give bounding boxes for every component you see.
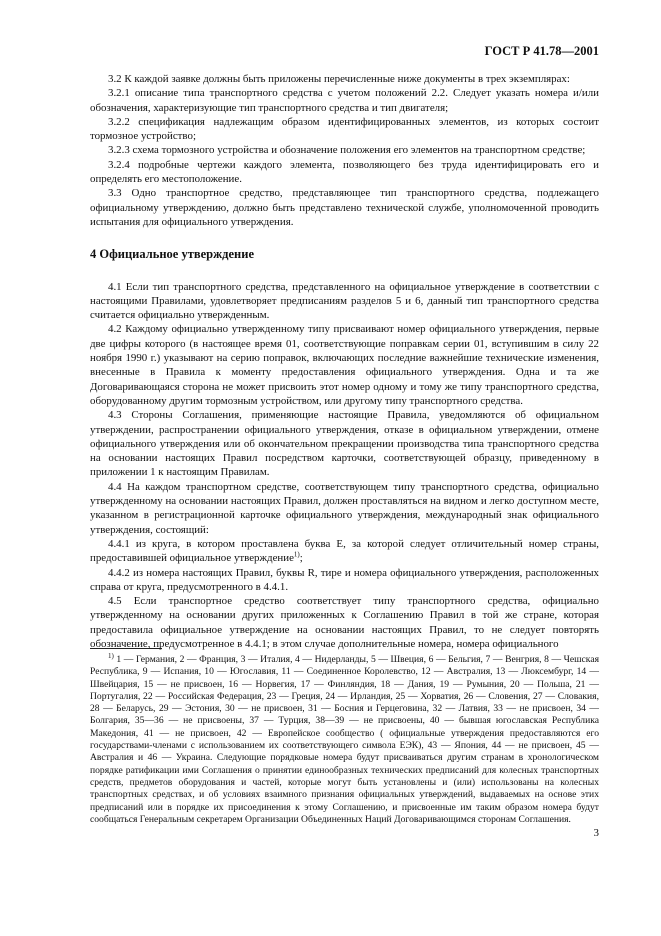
paragraph-4-1: 4.1 Если тип транспортного средства, представленного на официальное утверждение в соответствии с настоящими Правилами, удовлетворяет предписаниям разделов 5 и 6, данный тип транспортного средства считается официально утвержденным. — [90, 280, 599, 322]
section-4-heading: 4 Официальное утверждение — [90, 247, 254, 262]
paragraph-3-2-3: 3.2.3 схема тормозного устройства и обозначение положения его элементов на транспортном средстве; — [108, 144, 586, 157]
page-number: 3 — [593, 827, 599, 839]
paragraph-4-3: 4.3 Стороны Соглашения, применяющие настоящие Правила, уведомляются об официальном утверждении, распространении официального утверждения, отказе в официальном утверждении, отмене официального утверждения или об окончательном прекращении производства типа транспортного средства на основании настоящих Правил посредством карточки, соответствующей образцу, приведенному в приложении 1 к настоящим Правилам. — [90, 409, 599, 479]
footnote — [90, 651, 599, 826]
paragraph-3-2-1: 3.2.1 описание типа транспортного средства с учетом положений 2.2. Следует указать номера и/или обозначения, характеризующие тип транспортного средства и тип двигателя; — [90, 87, 599, 114]
paragraph-3-3: 3.3 Одно транспортное средство, представляющее тип транспортного средства, подлежащего официальному утверждению, должно быть представлено технической службе, уполномоченной проводить испытания для официального утверждения. — [90, 187, 599, 228]
document-body — [90, 72, 599, 651]
paragraph-3-2: 3.2 К каждой заявке должны быть приложены перечисленные ниже документы в трех экземплярах: — [108, 73, 570, 85]
footnote-separator — [90, 648, 162, 649]
document-code-header: ГОСТ Р 41.78—2001 — [484, 44, 599, 58]
paragraph-4-4-2: 4.4.2 из номера настоящих Правил, буквы R, тире и номера официального утверждения, расположенных справа от круга, предусмотренного в 4.4.1. — [90, 566, 599, 593]
paragraph-4-4: 4.4 На каждом транспортном средстве, соответствующем типу транспортного средства, официально утвержденному на основании настоящих Правил, должен проставляться на видном и легко доступном месте, указанном в регистрационной карточке официального утверждения, международный знак официального утверждения, состоящий: — [90, 480, 599, 536]
paragraph-3-2-4: 3.2.4 подробные чертежи каждого элемента, позволяющего без труда идентифицировать его и определять его местоположение. — [90, 158, 599, 186]
paragraph-4-4-1 — [90, 537, 599, 566]
paragraph-4-4-1-tail: ; — [299, 552, 303, 565]
footnote-mark: 1) — [108, 651, 114, 660]
footnote-reference[interactable]: 1) — [293, 550, 300, 559]
footnote-text: 1 — Германия, 2 — Франция, 3 — Италия, 4 — Нидерланды, 5 — Швеция, 6 — Бельгия, 7 — Венгрия, 8 — Чешская Республика, 9 — Испания, 10 — Югославия, 11 — Соединенное Королевство, 12 — Австралия, 13 — Люксембург, 14 — Швейцария, 15 — не присвоен, 16 — Норвегия, 17 — Финляндия, 18 — Дания, 19 — Румыния, 20 — Польша, 21 — Португалия, 22 — Российская Федерация, 23 — Греция, 24 — Ирландия, 25 — Хорватия, 26 — Словения, 27 — Словакия, 28 — Беларусь, 29 — Эстония, 30 — не присвоен, 31 — Босния и Герцеговина, 32 — Латвия, 33 — не присвоен, 34 — Болгария, 35—36 — не присвоены, 37 — Турция, 38—39 — не присвоены, 40 — бывшая югославская Республика Македония, 41 — не присвоен, 42 — Европейское сообщество ( официальные утверждения предоставляются его государствами-членами с использованием их соответствующего символа ЕЭК), 43 — Япония, 44 — не присвоен, 45 — Австралия и 46 — Украина. Следующие порядковые номера будут присваиваться другим странам в хронологическом порядке ратификации ими Соглашения о принятии единообразных технических предписаний для колесных транспортных средств, предметов оборудования и частей, которые могут быть установлены и (или) использованы на колесных транспортных средствах, и об условиях взаимного признания официальных утверждений, выдаваемых на основе этих предписаний или в порядке их присоединения к этому Соглашению, и присвоенные им таким образом номера будут сообщаться Генеральным секретарем Организации Объединенных Наций Договаривающимся сторонам Соглашения. — [90, 654, 599, 825]
paragraph-3-2-2: 3.2.2 спецификация надлежащим образом идентифицированных элементов, из которых состоит тормозное устройство; — [90, 115, 599, 143]
paragraph-4-2: 4.2 Каждому официально утвержденному типу присваивают номер официального утверждения, первые две цифры которого (в настоящее время 01, соответствующие поправкам серии 01, вступившим в силу 22 ноября 1990 г.) указывают на серию поправок, включающих последние важнейшие технические изменения, внесенные в Правила к моменту предоставления официального утверждения. Одна и та же Договаривающаяся сторона не может присвоить этот номер одному и тому же типу транспортного средства, оборудованному другим тормозным устройством, или другому типу транспортного средства. — [90, 323, 599, 407]
paragraph-4-4-1-text: 4.4.1 из круга, в котором проставлена буква Е, за которой следует отличительный номер страны, предоставившей официальное утверждение — [90, 537, 599, 565]
paragraph-4-5: 4.5 Если транспортное средство соответствует типу транспортного средства, официально утвержденному на основании других приложенных к Соглашению Правил в той же стране, которая предоставила официальное утверждение на основании настоящих Правил, то не следует повторять обозначение, предусмотренное в 4.4.1; в этом случае дополнительные номера, номера официального — [90, 595, 599, 650]
footnote-text-block — [90, 651, 599, 826]
